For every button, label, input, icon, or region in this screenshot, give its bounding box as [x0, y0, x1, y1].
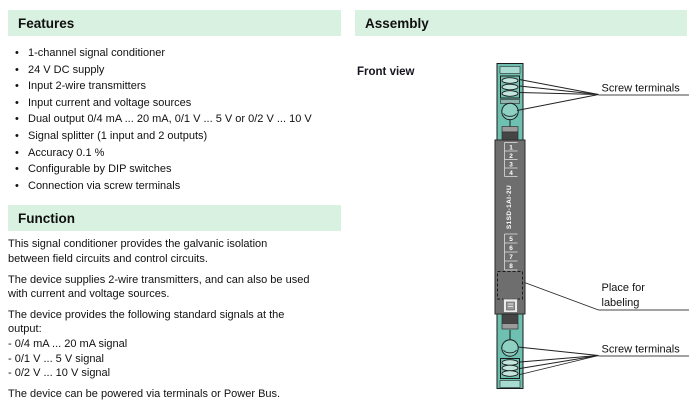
bullet-icon: •: [15, 163, 19, 176]
terminal-number: 3: [509, 161, 513, 169]
bullet-icon: •: [15, 129, 19, 142]
device-model-label: S1SD-1AI-2U: [506, 184, 513, 230]
feature-text: Accuracy 0.1 %: [28, 146, 105, 159]
bullet-icon: •: [15, 113, 19, 126]
front-view-label: Front view: [357, 66, 415, 78]
bullet-icon: •: [15, 96, 19, 109]
paragraph-line: The device provides the following standard signals at the: [8, 308, 285, 321]
bullet-icon: •: [15, 63, 19, 76]
paragraph-line: output:: [8, 323, 42, 336]
brand-icon: [507, 302, 515, 310]
terminal-number: 5: [509, 236, 513, 243]
paragraph-line: - 0/4 mA ... 20 mA signal: [8, 337, 128, 350]
logo-badge: [504, 299, 518, 313]
feature-text: Signal splitter (1 input and 2 outputs): [28, 129, 208, 142]
bullet-icon: •: [15, 80, 19, 93]
paragraph-line: - 0/1 V ... 5 V signal: [8, 352, 104, 365]
terminal-number: 6: [509, 245, 513, 252]
screw-terminal-contact-icon: [502, 371, 518, 377]
bullet-icon: •: [15, 146, 19, 159]
paragraph-line: with current and voltage sources.: [8, 288, 170, 301]
callout-label: labeling: [601, 297, 640, 309]
feature-text: 24 V DC supply: [28, 63, 105, 76]
terminal-number: 8: [509, 263, 513, 270]
screw-head-icon: [502, 103, 518, 119]
feature-text: Input 2-wire transmitters: [28, 80, 146, 93]
screw-terminal-contact-icon: [502, 78, 518, 84]
terminal-number: 7: [509, 254, 513, 261]
screw-terminal-contact-icon: [502, 365, 518, 371]
function-title: Function: [18, 210, 75, 226]
feature-text: Connection via screw terminals: [28, 179, 181, 192]
feature-text: Input current and voltage sources: [28, 96, 192, 109]
terminal-number: 2: [509, 153, 513, 160]
feature-text: Dual output 0/4 mA ... 20 mA, 0/1 V ... 5 V or 0/2 V ... 10 V: [28, 113, 312, 126]
paragraph-line: This signal conditioner provides the galvanic isolation: [8, 238, 268, 251]
feature-text: Configurable by DIP switches: [28, 163, 172, 176]
callout-label: Screw terminals: [601, 82, 680, 95]
paragraph-line: - 0/2 V ... 10 V signal: [8, 367, 111, 380]
bottom-connector: [502, 315, 518, 324]
paragraph-line: The device supplies 2-wire transmitters, and can also be used: [8, 273, 310, 286]
paragraph-line: between field circuits and control circuits.: [8, 252, 208, 265]
terminal-number: 4: [509, 170, 513, 177]
callout-label: Place for: [601, 282, 645, 294]
paragraph-line: The device can be powered via terminals or Power Bus.: [8, 387, 281, 400]
top-connector: [502, 132, 518, 141]
features-title: Features: [18, 15, 75, 31]
bullet-icon: •: [15, 179, 19, 192]
assembly-title: Assembly: [365, 15, 429, 31]
top-connector: [502, 127, 518, 133]
terminal-number: 1: [509, 144, 513, 152]
screw-head-icon: [502, 340, 518, 356]
feature-text: 1-channel signal conditioner: [28, 47, 165, 59]
screw-terminal-contact-icon: [502, 360, 518, 366]
screw-terminal-contact-icon: [502, 91, 518, 97]
screw-terminal-contact-icon: [502, 84, 518, 90]
bullet-icon: •: [15, 47, 19, 59]
bottom-connector: [502, 324, 518, 330]
callout-label: Screw terminals: [601, 343, 680, 356]
